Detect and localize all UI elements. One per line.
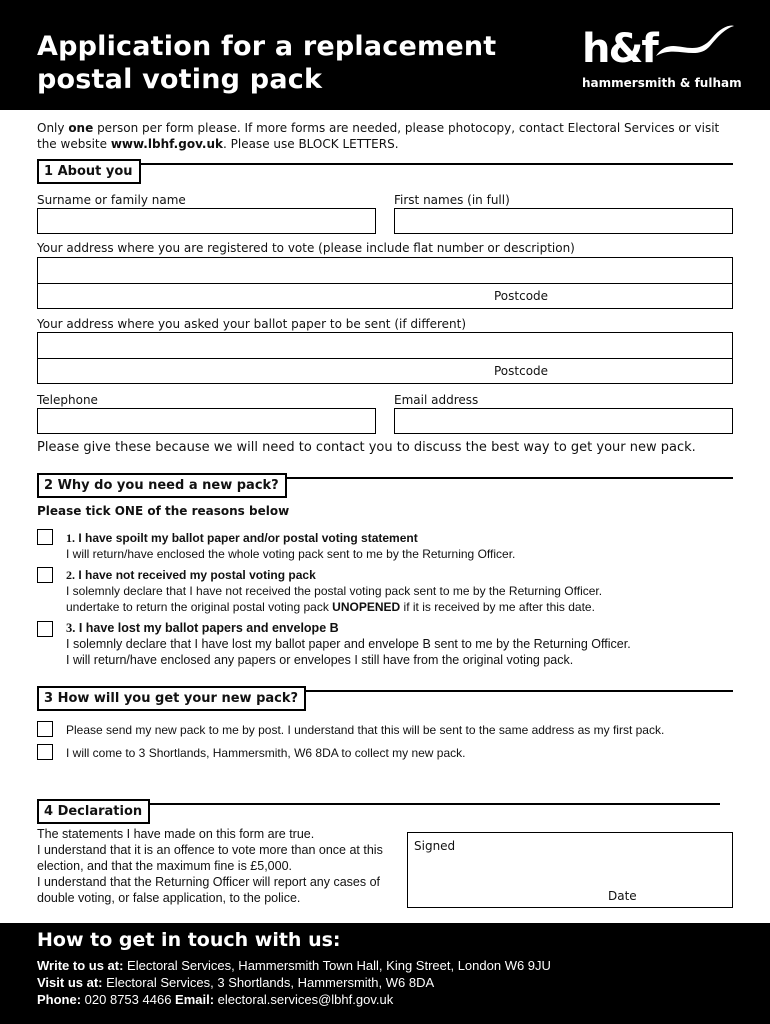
visit-us-line [37, 975, 434, 990]
header-banner [0, 0, 770, 110]
section-4-title: 4 Declaration [37, 799, 150, 824]
section-1-title: 1 About you [37, 159, 141, 184]
alt-address-divider [38, 358, 732, 359]
intro-text [37, 120, 737, 152]
reason-2-number: 2. [66, 568, 75, 582]
declaration-statement-1: The statements I have made on this form are true. [37, 827, 315, 841]
reason-1-text [66, 530, 515, 562]
surname-label: Surname or family name [37, 193, 186, 207]
reason-3-number: 3. [66, 621, 76, 635]
phone-email-line [37, 992, 393, 1007]
registered-address-field[interactable] [37, 257, 733, 309]
section-2-title: 2 Why do you need a new pack? [37, 473, 287, 498]
signature-box[interactable] [407, 832, 733, 908]
collect-in-person-text: I will come to 3 Shortlands, Hammersmith, W6 8DA to collect my new pack. [66, 746, 466, 760]
visit-address: Electoral Services, 3 Shortlands, Hammersmith, W6 8DA [102, 975, 435, 990]
logo-subtitle: hammersmith & fulham [582, 76, 742, 90]
declaration-statement-2: I understand that it is an offence to vote more than once at this election, and that the maximum fine is £5,000. [37, 843, 383, 873]
postcode-label: Postcode [494, 289, 549, 303]
website-link[interactable]: www.lbhf.gov.uk [110, 137, 223, 151]
contact-note: Please give these because we will need to contact you to discuss the best way to get your new pack. [37, 440, 696, 455]
first-names-field[interactable] [394, 208, 733, 234]
declaration-text [37, 826, 397, 906]
reason-2-unopened: UNOPENED [332, 600, 401, 614]
alt-address-label: Your address where you asked your ballot paper to be sent (if different) [37, 317, 467, 331]
reason-3-title: I have lost my ballot papers and envelope B [75, 621, 339, 635]
intro-part-3: . Please use BLOCK LETTERS. [223, 137, 399, 151]
collect-in-person-checkbox[interactable] [37, 744, 53, 760]
footer-email-label: Email: [175, 992, 215, 1007]
address-label: Your address where you are registered to vote (please include flat number or description) [37, 241, 575, 255]
phone-label: Phone: [37, 992, 82, 1007]
email-field[interactable] [394, 408, 733, 434]
reason-2-detail-1: I solemnly declare that I have not received the postal voting pack sent to me by the Returning Officer. [66, 584, 603, 598]
delivery-post-checkbox[interactable] [37, 721, 53, 737]
tick-instruction: Please tick ONE of the reasons below [37, 504, 290, 518]
first-names-label: First names (in full) [394, 193, 510, 207]
title-line-2: postal voting pack [37, 64, 323, 95]
reason-1-number: 1. [66, 531, 75, 545]
signed-label: Signed [414, 839, 456, 853]
delivery-post-text: Please send my new pack to me by post. I understand that this will be sent to the same address as my first pack. [66, 723, 665, 737]
write-label: Write to us at: [37, 958, 124, 973]
write-to-us-line [37, 958, 551, 973]
reason-3-detail-1: I solemnly declare that I have lost my ballot paper and envelope B sent to me by the Returning Officer. [66, 637, 631, 651]
reason-2-checkbox[interactable] [37, 567, 53, 583]
reason-2-detail-2a: undertake to return the original postal voting pack [66, 600, 333, 614]
reason-1-detail: I will return/have enclosed the whole voting pack sent to me by the Returning Officer. [66, 547, 516, 561]
council-logo [582, 22, 742, 92]
reason-2-detail-2c: if it is received by me after this date. [400, 600, 595, 614]
logo-swoosh-icon [652, 22, 736, 64]
section-3-title: 3 How will you get your new pack? [37, 686, 306, 711]
telephone-field[interactable] [37, 408, 376, 434]
contact-footer [0, 923, 770, 1024]
footer-title: How to get in touch with us: [37, 929, 341, 951]
reason-1-title: I have spoilt my ballot paper and/or postal voting statement [75, 531, 418, 545]
logo-mark: h&f [582, 26, 657, 72]
declaration-statement-3: I understand that the Returning Officer will report any cases of double voting, or false application, to the police. [37, 875, 381, 905]
section-2-header [37, 477, 733, 504]
section-1-header [37, 163, 733, 190]
visit-label: Visit us at: [37, 975, 103, 990]
write-address: Electoral Services, Hammersmith Town Hall, King Street, London W6 9JU [123, 958, 551, 973]
intro-part-1: Only [37, 121, 69, 135]
footer-email-address[interactable]: electoral.services@lbhf.gov.uk [214, 992, 394, 1007]
alt-address-field[interactable] [37, 332, 733, 384]
form-title [37, 30, 496, 96]
phone-number: 020 8753 4466 [81, 992, 176, 1007]
surname-field[interactable] [37, 208, 376, 234]
intro-part-2: person per form please. If more forms are needed, please photocopy, contact Electoral Services or visit the website [37, 121, 720, 151]
reason-3-detail-2: I will return/have enclosed any papers or envelopes I still have from the original voting pack. [66, 653, 574, 667]
reason-2-text [66, 567, 602, 615]
intro-bold-one: one [68, 121, 94, 135]
reason-1-checkbox[interactable] [37, 529, 53, 545]
reason-2-title: I have not received my postal voting pack [75, 568, 316, 582]
address-divider [38, 283, 732, 284]
reason-3-text [66, 620, 631, 668]
title-line-1: Application for a replacement [37, 31, 497, 62]
email-label: Email address [394, 393, 479, 407]
section-3-header [37, 690, 733, 717]
alt-postcode-label: Postcode [494, 364, 549, 378]
telephone-label: Telephone [37, 393, 98, 407]
reason-3-checkbox[interactable] [37, 621, 53, 637]
date-label: Date [608, 889, 637, 903]
